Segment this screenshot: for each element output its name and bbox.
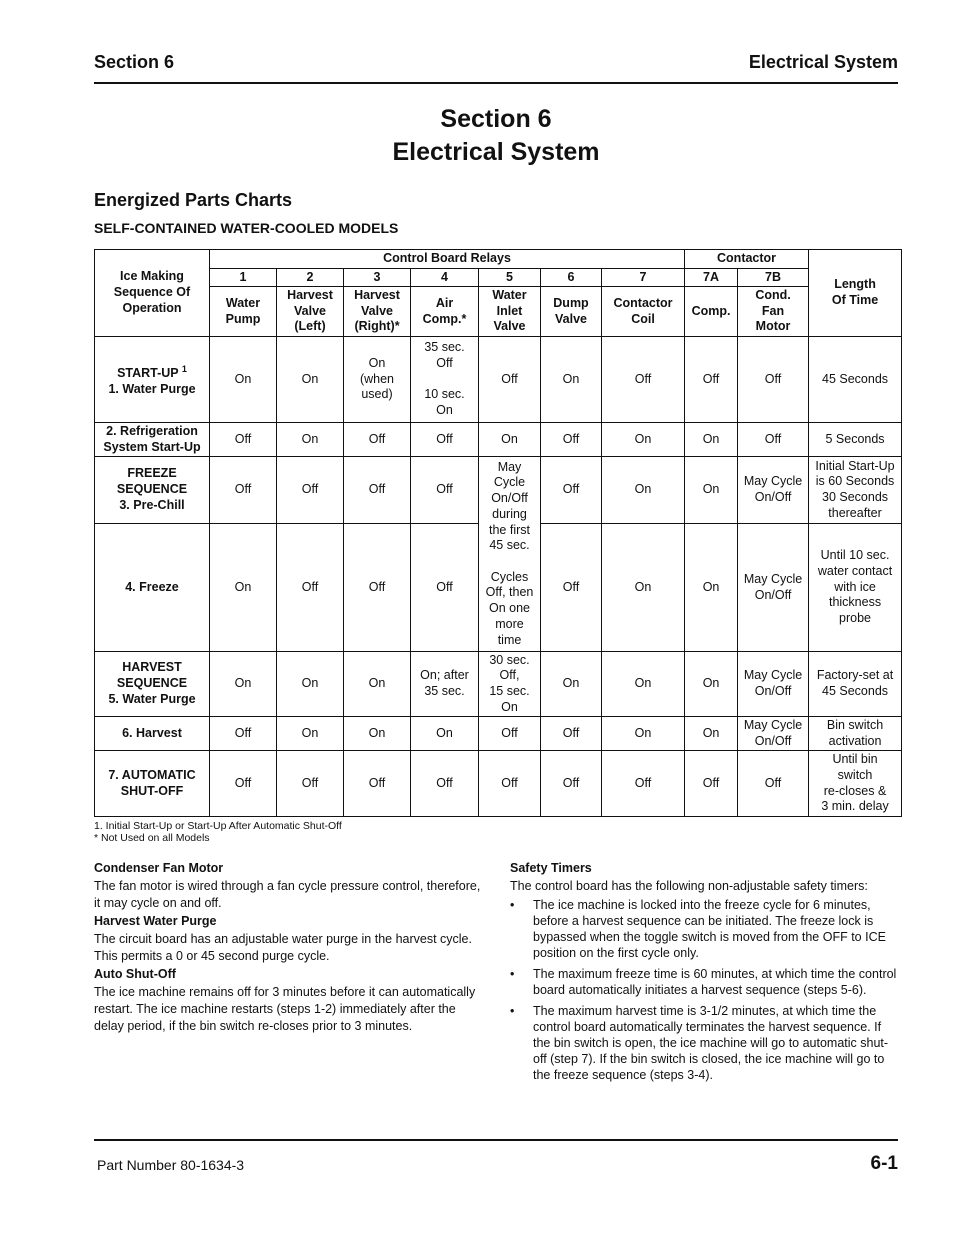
table-row [95, 751, 902, 817]
energized-parts-table [94, 249, 902, 817]
table-cell: On [479, 423, 541, 457]
table-cell: Off [277, 524, 344, 652]
footnote-marker: 1 [181, 363, 187, 374]
harvest-water-purge-heading: Harvest Water Purge [94, 914, 217, 928]
part-number: Part Number 80-1634-3 [97, 1157, 245, 1173]
header-topic: Electrical System [748, 52, 898, 72]
relays-group-header: Control Board Relays [210, 250, 685, 269]
auto-shut-off-text: The ice machine remains off for 3 minutes before it can automatically restart. The ice machine restarts (steps 1-2) immediately after the delay period, if the bin switch re-closes prior to 3 minutes. [94, 985, 476, 1033]
column-name: Air Comp.* [411, 287, 479, 337]
footnote-1: 1. Initial Start-Up or Start-Up After Automatic Shut-Off [94, 820, 342, 832]
left-column [94, 860, 486, 1036]
length-header: Length Of Time [809, 250, 902, 337]
table-cell: On [277, 423, 344, 457]
table-cell: On [344, 652, 411, 717]
column-number: 3 [344, 269, 411, 287]
table-cell: May Cycle On/Off [738, 652, 809, 717]
column-name: Harvest Valve (Left) [277, 287, 344, 337]
table-cell: Off [210, 457, 277, 524]
table-cell: On [602, 652, 685, 717]
table-cell: On [602, 524, 685, 652]
table-cell: Off [277, 751, 344, 817]
table-cell: May Cycle On/Off [738, 524, 809, 652]
bullet-icon: • [510, 898, 515, 912]
column-number: 2 [277, 269, 344, 287]
table-cell: On [602, 423, 685, 457]
table-cell: On [411, 717, 479, 751]
table-cell: Off [479, 751, 541, 817]
table-cell: Off [344, 423, 411, 457]
list-item-text: The maximum harvest time is 3-1/2 minutes, at which time the control board automatically terminates the harvest sequence. If the bin switch is open, the ice machine will go to automatic shut-off (step 7). If the bin switch is closed, the ice machine will go to the freeze sequence (steps 3-4). [533, 1004, 889, 1082]
table-cell: Off [411, 423, 479, 457]
table-cell: On [685, 524, 738, 652]
table-cell: Off [344, 457, 411, 524]
table-cell: Off [541, 423, 602, 457]
bullet-icon: • [510, 1004, 515, 1018]
table-cell: Off [738, 337, 809, 423]
column-number: 5 [479, 269, 541, 287]
column-name: Harvest Valve (Right)* [344, 287, 411, 337]
list-item [510, 966, 900, 998]
table-cell: 35 sec. Off 10 sec. On [411, 337, 479, 423]
table-cell: Off [541, 751, 602, 817]
table-cell: 5 Seconds [809, 423, 902, 457]
stage-cell [95, 337, 210, 423]
table-cell: On [685, 423, 738, 457]
header-section: Section 6 [94, 52, 175, 72]
sequence-header: Ice Making Sequence Of Operation [95, 250, 210, 337]
section-subtitle: Energized Parts Charts [94, 190, 293, 210]
table-cell: On [602, 457, 685, 524]
table-cell: Off [411, 457, 479, 524]
table-cell: On [685, 457, 738, 524]
table-cell: Off [411, 751, 479, 817]
table-row [95, 337, 902, 423]
table-cell: Off [602, 751, 685, 817]
section-subheading: SELF-CONTAINED WATER-COOLED MODELS [94, 220, 399, 236]
list-item [510, 1003, 900, 1083]
list-item-text: The maximum freeze time is 60 minutes, at which time the control board automatically initiates a harvest sequence (steps 5-6). [533, 967, 897, 997]
table-cell: Off [541, 524, 602, 652]
table-cell: Off [738, 751, 809, 817]
column-name: Water Inlet Valve [479, 287, 541, 337]
condenser-fan-heading: Condenser Fan Motor [94, 861, 224, 875]
table-cell: Bin switch activation [809, 717, 902, 751]
safety-timers-list [510, 897, 900, 1083]
table-cell: On [685, 652, 738, 717]
page-footer [94, 1139, 898, 1179]
column-number: 7B [738, 269, 809, 287]
page-header [94, 50, 898, 84]
page-title [94, 103, 898, 169]
table-cell: On [344, 717, 411, 751]
table-cell: Off [479, 717, 541, 751]
stage-cell: 4. Freeze [95, 524, 210, 652]
table-cell: On [277, 337, 344, 423]
column-number: 1 [210, 269, 277, 287]
table-cell: Factory-set at 45 Seconds [809, 652, 902, 717]
table-cell: Until 10 sec. water contact with ice thickness probe [809, 524, 902, 652]
table-cell: On [210, 652, 277, 717]
table-cell: Off [685, 337, 738, 423]
table-cell: Off [411, 524, 479, 652]
table-row [95, 457, 902, 524]
page-title-line2: Electrical System [392, 138, 600, 166]
table-row [95, 423, 902, 457]
list-item [510, 897, 900, 961]
table-cell: Initial Start-Up is 60 Seconds 30 Seconds thereafter [809, 457, 902, 524]
column-name: Water Pump [210, 287, 277, 337]
stage-label: START-UP [117, 365, 179, 380]
table-row [95, 717, 902, 751]
table-cell: May Cycle On/Off [738, 457, 809, 524]
table-cell: Off [685, 751, 738, 817]
table-cell: On [210, 524, 277, 652]
column-name: Contactor Coil [602, 287, 685, 337]
table-cell: On [541, 337, 602, 423]
bullet-icon: • [510, 967, 515, 981]
column-name: Comp. [685, 287, 738, 337]
table-cell: May Cycle On/Off during the first 45 sec. Cycles Off, then On one more time [479, 457, 541, 652]
table-row [95, 652, 902, 717]
condenser-fan-text: The fan motor is wired through a fan cycle pressure control, therefore, it may cycle on and off. [94, 879, 481, 910]
table-cell: Off [479, 337, 541, 423]
page-number: 6-1 [870, 1153, 898, 1174]
table-cell: On [210, 337, 277, 423]
table-cell: On [541, 652, 602, 717]
stage-cell: FREEZE SEQUENCE 3. Pre-Chill [95, 457, 210, 524]
table-cell: Off [344, 751, 411, 817]
table-cell: On [602, 717, 685, 751]
auto-shut-off-heading: Auto Shut-Off [94, 967, 176, 981]
page-title-line1: Section 6 [440, 105, 552, 133]
table-cell: Off [344, 524, 411, 652]
table-cell: On; after 35 sec. [411, 652, 479, 717]
right-column [510, 860, 900, 1088]
stage-cell: HARVEST SEQUENCE 5. Water Purge [95, 652, 210, 717]
column-number: 6 [541, 269, 602, 287]
footnote-2: * Not Used on all Models [94, 832, 210, 844]
table-cell: Off [210, 751, 277, 817]
safety-timers-intro: The control board has the following non-adjustable safety timers: [510, 879, 868, 893]
table-cell: 45 Seconds [809, 337, 902, 423]
table-cell: On [277, 652, 344, 717]
stage-cell: 6. Harvest [95, 717, 210, 751]
list-item-text: The ice machine is locked into the freeze cycle for 6 minutes, before a harvest sequence can be initiated. The freeze lock is bypassed when the toggle switch is moved from the OFF to ICE position on the first cycle only. [533, 898, 886, 960]
column-number: 7A [685, 269, 738, 287]
table-cell: Off [738, 423, 809, 457]
table-cell: Off [210, 423, 277, 457]
table-cell: Off [277, 457, 344, 524]
safety-timers-heading: Safety Timers [510, 861, 592, 875]
stage-cell: 2. Refrigeration System Start-Up [95, 423, 210, 457]
column-number: 7 [602, 269, 685, 287]
table-cell: Off [602, 337, 685, 423]
table-cell: Until bin switch re-closes & 3 min. delay [809, 751, 902, 817]
table-cell: Off [541, 717, 602, 751]
table-cell: On (when used) [344, 337, 411, 423]
table-footnotes [94, 820, 342, 844]
table-cell: On [685, 717, 738, 751]
harvest-water-purge-text: The circuit board has an adjustable water purge in the harvest cycle. This permits a 0 or 45 second purge cycle. [94, 932, 472, 963]
table-cell: 30 sec. Off, 15 sec. On [479, 652, 541, 717]
column-name: Cond. Fan Motor [738, 287, 809, 337]
stage-cell: 7. AUTOMATIC SHUT-OFF [95, 751, 210, 817]
contactor-group-header: Contactor [685, 250, 809, 269]
table-cell: Off [210, 717, 277, 751]
column-name: Dump Valve [541, 287, 602, 337]
table-cell: May Cycle On/Off [738, 717, 809, 751]
table-cell: Off [541, 457, 602, 524]
stage-step: 1. Water Purge [108, 381, 196, 396]
table-cell: On [277, 717, 344, 751]
column-number: 4 [411, 269, 479, 287]
